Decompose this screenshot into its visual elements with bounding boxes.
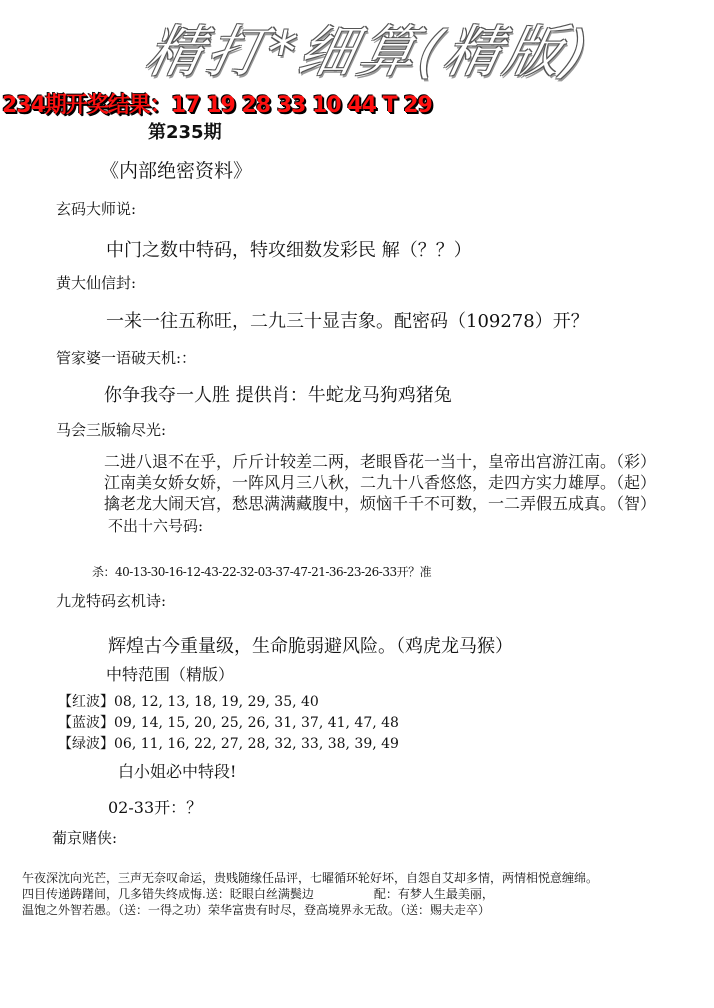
dragon-label: 九龙特码玄机诗: xyxy=(56,592,167,610)
draw-result: 234期开奖结果：17 19 28 33 10 44 T 29 xyxy=(2,93,432,118)
gambler-label: 葡京赌侠: xyxy=(52,829,118,847)
kill-numbers: 杀：40-13-30-16-12-43-22-32-03-37-47-21-36-23-26-33开？准 xyxy=(92,565,432,579)
wave-row-blue xyxy=(58,712,399,732)
master-label: 玄码大师说: xyxy=(56,200,137,218)
housekeeper-text: 你争我夺一人胜 提供肖：牛蛇龙马狗鸡猪兔 xyxy=(104,385,452,406)
wave-numbers: 08, 12, 13, 18, 19, 29, 35, 40 xyxy=(114,694,319,710)
wave-tag: 【红波】 xyxy=(58,694,114,710)
kai-text: 02-33开：？ xyxy=(108,798,203,817)
wave-numbers: 06, 11, 16, 22, 27, 28, 32, 33, 38, 39, 49 xyxy=(114,736,399,752)
horse-poem-line: 二进八退不在乎，斤斤计较差二两，老眼昏花一当十，皇帝出宫游江南。（彩） xyxy=(104,452,657,471)
range-label: 中特范围（精版） xyxy=(106,665,235,684)
wave-row-green xyxy=(58,733,399,753)
dragon-text: 辉煌古今重量级，生命脆弱避风险。（鸡虎龙马猴） xyxy=(108,636,513,657)
wave-numbers: 09, 14, 15, 20, 25, 26, 31, 37, 41, 47, 48 xyxy=(114,715,399,731)
gambler-poem-line: 四目传递踌躇间，几多错失终成悔.送：眨眼白丝满鬓边 配：有梦人生最美丽， xyxy=(22,887,494,901)
horse-label: 马会三版输尽光: xyxy=(56,421,167,439)
gambler-poem-line: 午夜深沈向光芒，三声无奈叹命运，贵贱随缘任品评，七曜循环轮好坏，自怨自艾却多情，两情相悦意缠绵。 xyxy=(22,871,599,885)
wave-tag: 【蓝波】 xyxy=(58,715,114,731)
wave-row-red xyxy=(58,691,319,711)
wave-tag: 【绿波】 xyxy=(58,736,114,752)
gambler-poem xyxy=(22,870,598,918)
horse-poem-line: 擒老龙大闹天宫，愁思满满藏腹中，烦恼千千不可数，一二弄假五成真。（智） xyxy=(104,494,657,513)
doc-title: 《内部绝密资料》 xyxy=(100,160,253,182)
horse-poem-line: 江南美女娇女娇，一阵风月三八秋，二九十八香悠悠，走四方实力雄厚。（起） xyxy=(104,473,657,492)
horse-poem xyxy=(104,451,656,514)
white-lady-text: 白小姐必中特段! xyxy=(118,762,237,781)
gambler-poem-line: 温饱之外智若愚。（送：一得之功）荣华富贵有时尽，登高境界永无敌。（送：赐夫走卒） xyxy=(22,903,491,917)
not16-label: 不出十六号码: xyxy=(108,517,204,535)
issue-number: 第235期 xyxy=(148,122,222,143)
letter-text: 一来一往五称旺，二九三十显吉象。配密码（109278）开？ xyxy=(106,311,589,332)
master-text: 中门之数中特码，特攻细数发彩民 解（？？） xyxy=(106,240,472,261)
letter-label: 黄大仙信封: xyxy=(56,274,137,292)
housekeeper-label: 管家婆一语破天机:： xyxy=(56,349,197,367)
title-art: 精打*细算(精版) xyxy=(140,20,598,85)
